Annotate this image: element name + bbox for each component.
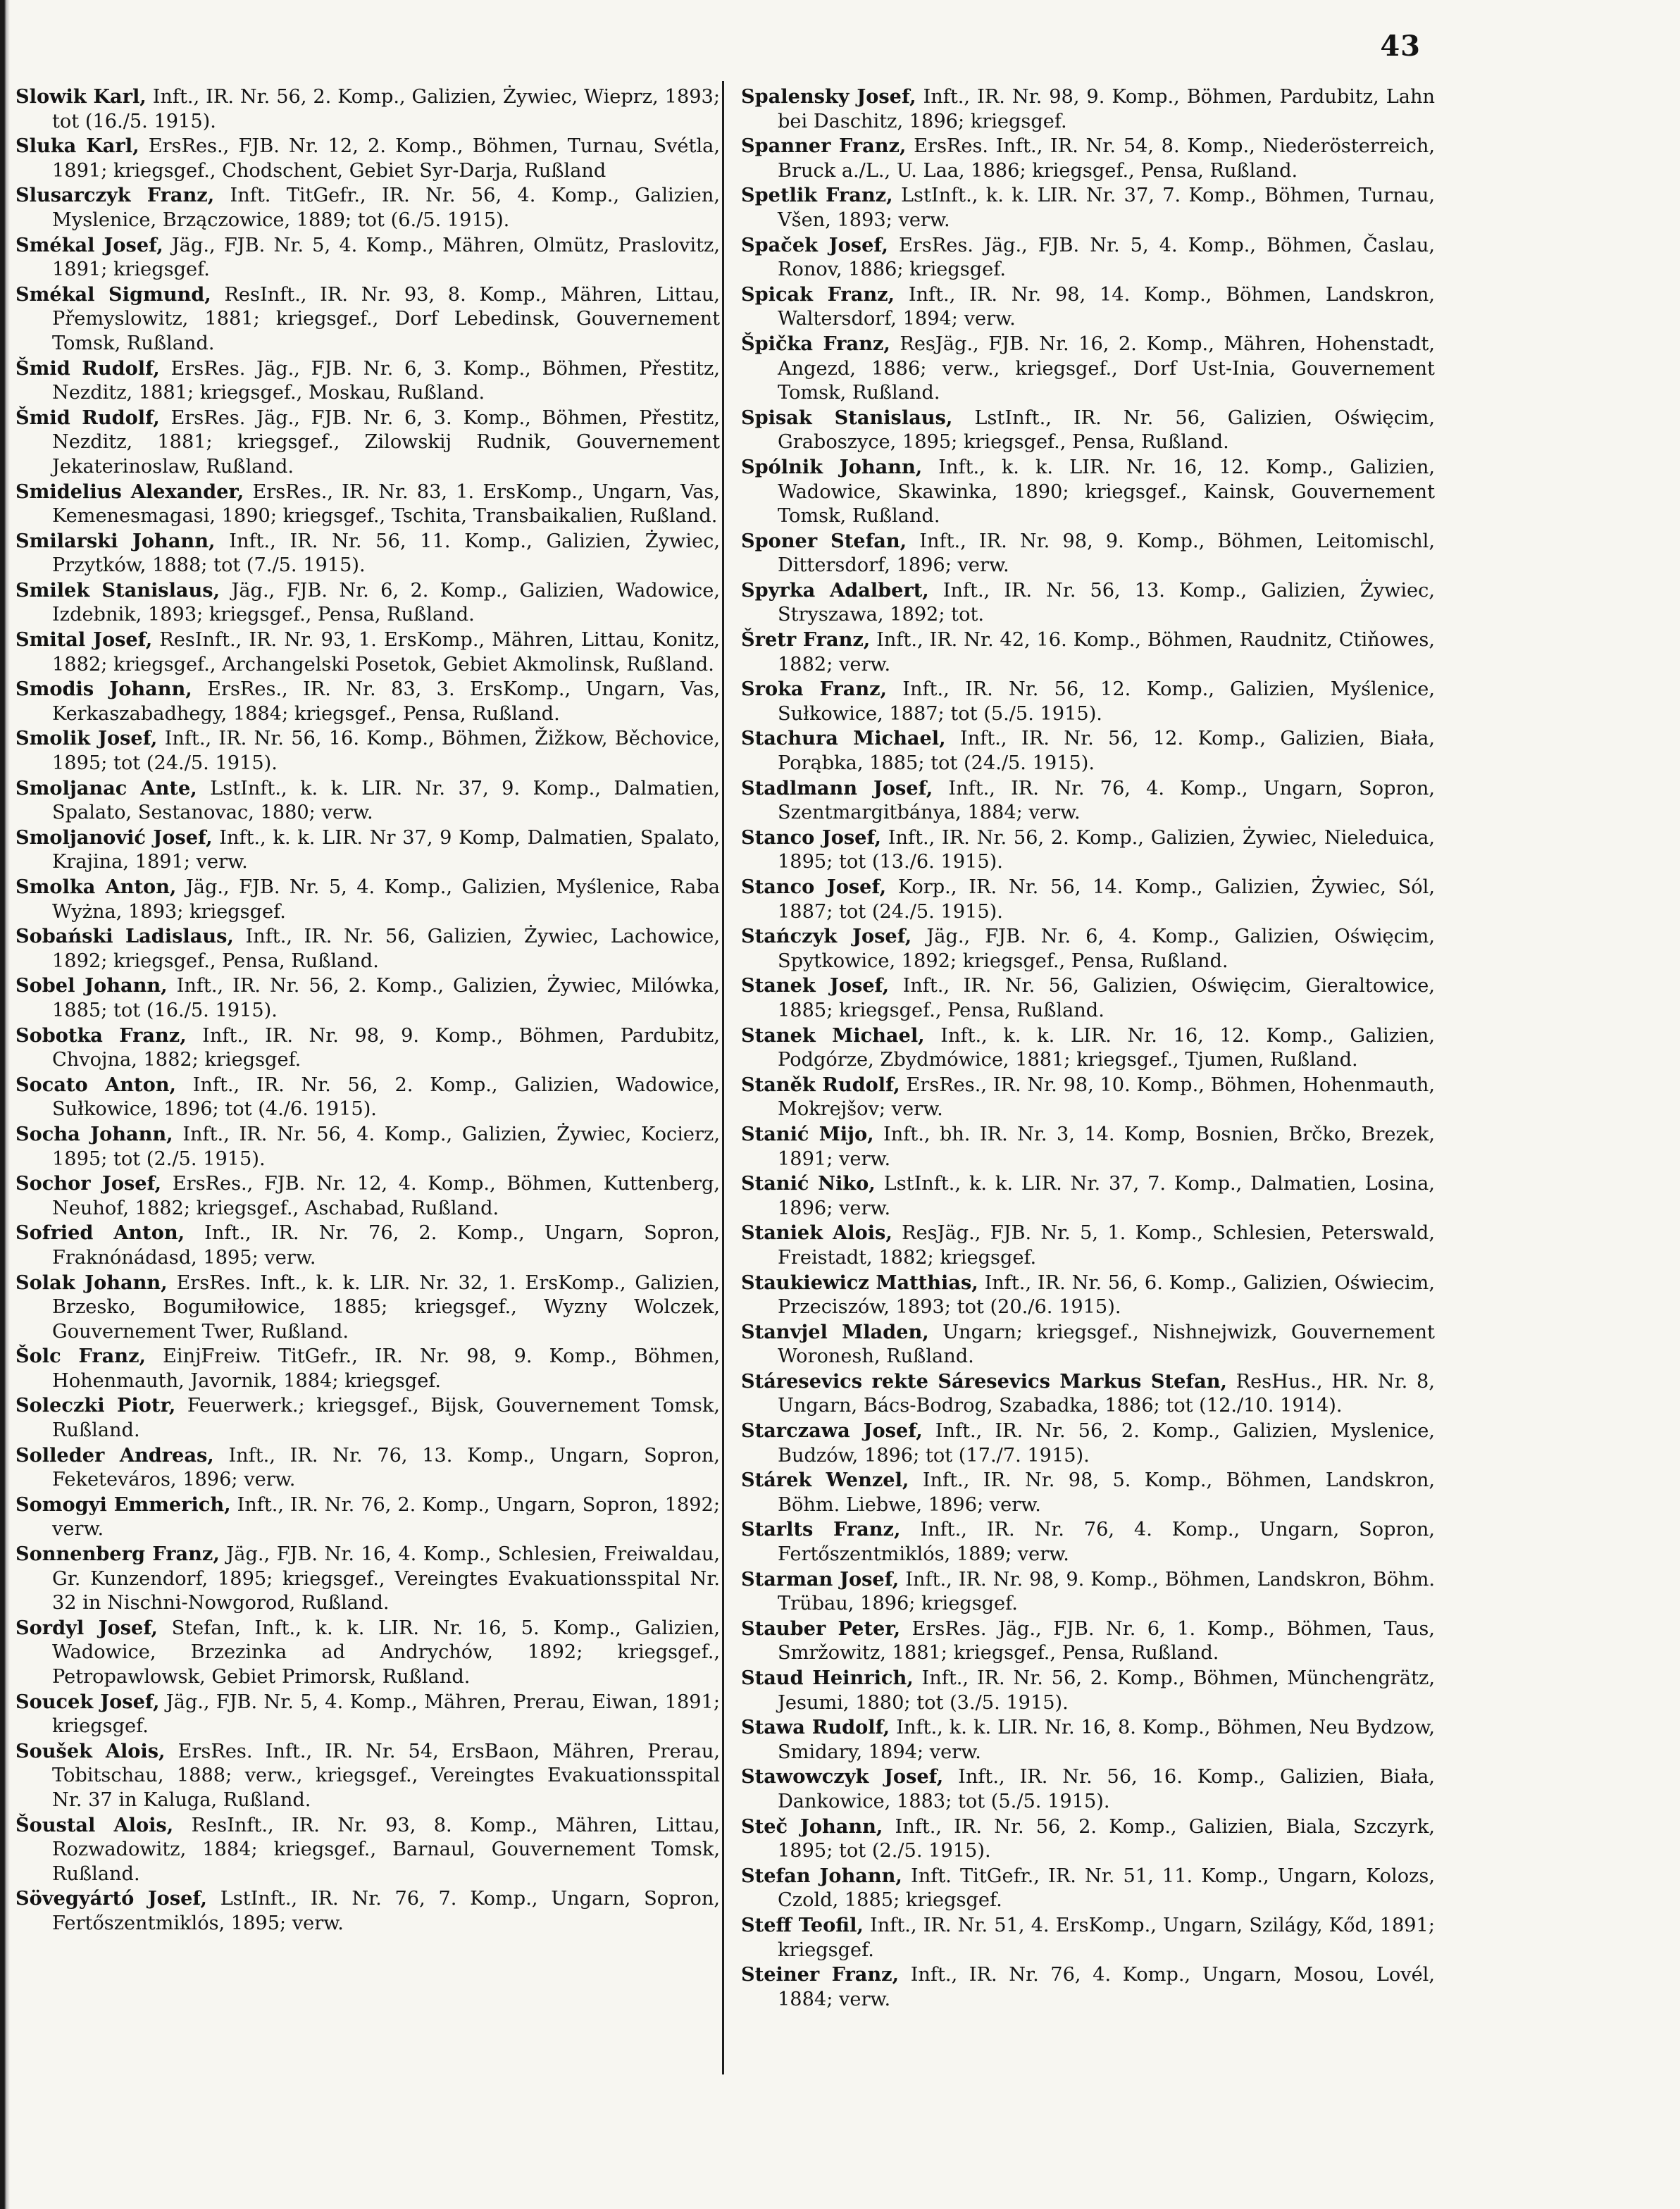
list-item bbox=[15, 406, 720, 480]
entry-details: ErsRes. Jäg., FJB. Nr. 5, 4. Komp., Böhmen, Časlau, Ronov, 1886; kriegsgef. bbox=[778, 234, 1435, 281]
entry-name: Smital Josef, bbox=[15, 628, 153, 652]
list-item bbox=[741, 1369, 1435, 1419]
entry-name: Stańczyk Josef, bbox=[741, 925, 912, 948]
entry-name: Stawowczyk Josef, bbox=[741, 1765, 944, 1788]
entry-details: Jäg., FJB. Nr. 6, 2. Komp., Galizien, Wadowice, Izdebnik, 1893; kriegsgef., Pensa, Rußland. bbox=[52, 579, 720, 626]
list-item bbox=[15, 1221, 720, 1270]
entry-details: Inft., IR. Nr. 56, 2. Komp., Galizien, Żywiec, Wieprz, 1893; tot (16./5. 1915). bbox=[52, 86, 720, 132]
list-item bbox=[741, 1171, 1435, 1221]
entry-name: Stanek Josef, bbox=[741, 974, 890, 997]
list-item bbox=[741, 875, 1435, 924]
list-item bbox=[15, 875, 720, 924]
list-item bbox=[741, 776, 1435, 826]
list-item bbox=[741, 973, 1435, 1023]
entry-details: Inft., k. k. LIR. Nr. 16, 12. Komp., Galizien, Podgórze, Zbydmówice, 1881; kriegsgef., Tjumen, Rußland. bbox=[778, 1024, 1435, 1071]
entry-name: Steff Teofil, bbox=[741, 1913, 864, 1936]
entry-name: Spyrka Adalbert, bbox=[741, 578, 929, 602]
list-item bbox=[741, 578, 1435, 628]
list-item bbox=[15, 1616, 720, 1690]
entry-details: LstInft., IR. Nr. 56, Galizien, Oświęcim, Graboszyce, 1895; kriegsgef., Pensa, Rußland. bbox=[778, 406, 1435, 454]
entry-name: Sonnenberg Franz, bbox=[15, 1543, 220, 1566]
list-item bbox=[15, 1073, 720, 1122]
entry-name: Spaček Josef, bbox=[741, 233, 888, 256]
list-item bbox=[741, 1468, 1435, 1517]
entry-name: Stanco Josef, bbox=[741, 876, 887, 898]
entry-name: Sochor Josef, bbox=[15, 1172, 162, 1195]
entry-details: Inft., IR. Nr. 98, 9. Komp., Böhmen, Landskron, Böhm. Trübau, 1896; kriegsgef. bbox=[778, 1568, 1435, 1615]
entry-details: Ungarn; kriegsgef., Nishnejwizk, Gouvernement Woronesh, Rußland. bbox=[778, 1321, 1435, 1368]
entry-name: Starlts Franz, bbox=[741, 1518, 901, 1541]
entry-name: Starczawa Josef, bbox=[741, 1419, 923, 1443]
list-item bbox=[741, 1864, 1435, 1913]
entry-details: Jäg., FJB. Nr. 6, 4. Komp., Galizien, Oświęcim, Spytkowice, 1892; kriegsgef., Pensa, Rußland. bbox=[778, 926, 1435, 972]
entry-name: Spanner Franz, bbox=[741, 135, 907, 158]
list-item bbox=[741, 1567, 1435, 1617]
entry-details: Inft., IR. Nr. 56, 2. Komp., Galizien, Żywiec, Milówka, 1885; tot (16./5. 1915). bbox=[52, 975, 720, 1021]
entry-name: Sponer Stefan, bbox=[741, 529, 907, 552]
entry-name: Steč Johann, bbox=[741, 1815, 883, 1838]
entry-details: Inft., IR. Nr. 76, 13. Komp., Ungarn, Sopron, Feketeváros, 1896; verw. bbox=[52, 1444, 721, 1491]
list-item bbox=[741, 1913, 1435, 1962]
list-item bbox=[741, 1765, 1435, 1814]
entry-name: Socha Johann, bbox=[15, 1122, 173, 1145]
entry-name: Stadlmann Josef, bbox=[741, 776, 933, 799]
entry-details: Inft., IR. Nr. 76, 4. Komp., Ungarn, Sopron, Szentmargitbánya, 1884; verw. bbox=[778, 777, 1435, 824]
list-item bbox=[741, 1617, 1435, 1666]
list-item bbox=[15, 1344, 720, 1393]
list-item bbox=[741, 1122, 1435, 1171]
entry-details: Inft., IR. Nr. 56, 12. Komp., Galizien, Myślenice, Sułkowice, 1887; tot (5./5. 1915). bbox=[778, 678, 1435, 725]
entry-name: Sövegyártó Josef, bbox=[15, 1887, 207, 1910]
entry-name: Soušek Alois, bbox=[15, 1739, 166, 1762]
entry-name: Smilek Stanislaus, bbox=[15, 578, 220, 602]
entry-name: Solleder Andreas, bbox=[15, 1443, 214, 1467]
list-item bbox=[15, 1443, 720, 1493]
entry-name: Smidelius Alexander, bbox=[15, 480, 244, 503]
entry-details: ErsRes., IR. Nr. 83, 3. ErsKomp., Ungarn, Vas, Kerkaszabadhegy, 1884; kriegsgef., Pensa, Rußland. bbox=[52, 678, 720, 725]
list-item bbox=[15, 1739, 720, 1813]
entry-details: ResInft., IR. Nr. 93, 8. Komp., Mähren, Littau, Rozwadowitz, 1884; kriegsgef., Barnaul, Gouvernement Tomsk, Rußland. bbox=[52, 1814, 720, 1885]
entry-name: Šmid Rudolf, bbox=[15, 356, 160, 380]
list-item bbox=[15, 1493, 720, 1542]
entry-details: Inft., IR. Nr. 98, 9. Komp., Böhmen, Leitomischl, Dittersdorf, 1896; verw. bbox=[778, 530, 1435, 577]
list-item bbox=[741, 233, 1435, 282]
entry-details: ErsRes. Inft., IR. Nr. 54, ErsBaon, Mähren, Prerau, Tobitschau, 1888; verw., kriegsgef., Vereingtes Evakuationsspital Nr. 37 in Kaluga, Rußland. bbox=[52, 1740, 720, 1811]
entry-name: Šretr Franz, bbox=[741, 628, 871, 652]
list-item bbox=[741, 406, 1435, 455]
entry-name: Stauber Peter, bbox=[741, 1617, 901, 1640]
entry-name: Solak Johann, bbox=[15, 1271, 168, 1294]
list-item bbox=[741, 1023, 1435, 1073]
entry-details: ResInft., IR. Nr. 93, 1. ErsKomp., Mähren, Littau, Konitz, 1882; kriegsgef., Archangelski Posetok, Gebiet Akmolinsk, Rußland. bbox=[52, 629, 720, 676]
entry-details: Jäg., FJB. Nr. 5, 4. Komp., Mähren, Olmütz, Praslovitz, 1891; kriegsgef. bbox=[52, 234, 720, 281]
entry-name: Šoustal Alois, bbox=[15, 1813, 174, 1836]
entry-details: ErsRes., IR. Nr. 98, 10. Komp., Böhmen, Hohenmauth, Mokrejšov; verw. bbox=[778, 1074, 1435, 1121]
entry-details: Inft., IR. Nr. 56, 2. Komp., Galizien, Wadowice, Sułkowice, 1896; tot (4./6. 1915). bbox=[52, 1074, 720, 1121]
list-item bbox=[15, 726, 720, 776]
entry-name: Sobotka Franz, bbox=[15, 1023, 187, 1047]
entry-details: Inft., IR. Nr. 98, 14. Komp., Böhmen, Landskron, Waltersdorf, 1894; verw. bbox=[778, 283, 1435, 330]
list-item bbox=[15, 628, 720, 677]
entry-details: Inft., IR. Nr. 56, 16. Komp., Böhmen, Žižkow, Běchovice, 1895; tot (24./5. 1915). bbox=[52, 728, 720, 775]
list-item bbox=[15, 480, 720, 529]
list-item bbox=[741, 628, 1435, 677]
list-item bbox=[741, 1320, 1435, 1369]
entry-details: Inft., IR. Nr. 76, 4. Komp., Ungarn, Sopron, Fertőszentmiklós, 1889; verw. bbox=[778, 1519, 1435, 1566]
entry-details: Inft., IR. Nr. 56, 16. Komp., Galizien, Biała, Dankowice, 1883; tot (5./5. 1915). bbox=[778, 1766, 1435, 1812]
entry-details: Inft., IR. Nr. 56, 4. Komp., Galizien, Żywiec, Kocierz, 1895; tot (2./5. 1915). bbox=[52, 1123, 720, 1170]
entry-name: Slusarczyk Franz, bbox=[15, 184, 215, 207]
entry-details: Inft., IR. Nr. 76, 4. Komp., Ungarn, Mosou, Lovél, 1884; verw. bbox=[778, 1964, 1435, 2010]
entry-name: Stanco Josef, bbox=[741, 826, 882, 849]
list-item bbox=[15, 1271, 720, 1345]
list-item bbox=[15, 1023, 720, 1073]
list-item bbox=[15, 924, 720, 973]
entry-details: ErsRes. Jäg., FJB. Nr. 6, 3. Komp., Böhmen, Přestitz, Nezditz, 1881; kriegsgef., Zilowskij Rudnik, Gouvernement Jekaterinoslaw, Rußland. bbox=[52, 406, 720, 478]
list-item bbox=[15, 85, 720, 134]
entry-details: ErsRes. Jäg., FJB. Nr. 6, 3. Komp., Böhmen, Přestitz, Nezditz, 1881; kriegsgef., Moskau, Rußland. bbox=[52, 357, 720, 404]
list-item bbox=[741, 183, 1435, 232]
entry-name: Smilarski Johann, bbox=[15, 529, 216, 552]
entry-details: Inft., IR. Nr. 56, 11. Komp., Galizien, Żywiec, Przytków, 1888; tot (7./5. 1915). bbox=[52, 530, 720, 577]
entry-details: Inft., IR. Nr. 56, 2. Komp., Galizien, Żywiec, Nieleduica, 1895; tot (13./6. 1915). bbox=[778, 826, 1435, 873]
entry-details: Inft., k. k. LIR. Nr. 16, 8. Komp., Böhmen, Neu Bydzow, Smidary, 1894; verw. bbox=[778, 1717, 1435, 1763]
entry-details: ErsRes., FJB. Nr. 12, 4. Komp., Böhmen, Kuttenberg, Neuhof, 1882; kriegsgef., Aschabad, Rußland. bbox=[52, 1173, 720, 1219]
entry-details: ResHus., HR. Nr. 8, Ungarn, Bács-Bodrog, Szabadka, 1886; tot (12./10. 1914). bbox=[778, 1370, 1435, 1417]
list-item bbox=[741, 1271, 1435, 1320]
list-item bbox=[15, 677, 720, 726]
entry-name: Soucek Josef, bbox=[15, 1690, 160, 1713]
entry-details: Jäg., FJB. Nr. 16, 4. Komp., Schlesien, Freiwaldau, Gr. Kunzendorf, 1895; kriegsgef., Vereingtes Evakuationsspital Nr. 32 in Nischni-Nowgorod, Rußland. bbox=[52, 1543, 720, 1614]
entry-details: Jäg., FJB. Nr. 5, 4. Komp., Mähren, Prerau, Eiwan, 1891; kriegsgef. bbox=[52, 1691, 720, 1738]
entry-details: Stefan, Inft., k. k. LIR. Nr. 16, 5. Komp., Galizien, Wadowice, Brzezinka ad Andrychów, 1892; kriegsgef., Petropawlowsk, Gebiet Primorsk, Rußland. bbox=[52, 1617, 720, 1688]
list-item bbox=[741, 1221, 1435, 1270]
page-number: 43 bbox=[1380, 30, 1421, 63]
entry-name: Stanić Mijo, bbox=[741, 1122, 874, 1145]
list-item bbox=[15, 1393, 720, 1443]
left-column bbox=[15, 85, 720, 1936]
entry-name: Soleczki Piotr, bbox=[15, 1394, 176, 1417]
entry-details: ErsRes., IR. Nr. 83, 1. ErsKomp., Ungarn, Vas, Kemenesmagasi, 1890; kriegsgef., Tschita, Transbaikalien, Rußland. bbox=[52, 480, 720, 528]
list-item bbox=[15, 356, 720, 406]
list-item bbox=[741, 1419, 1435, 1468]
right-column bbox=[741, 85, 1435, 2012]
entry-name: Smolik Josef, bbox=[15, 727, 158, 750]
entry-name: Sobański Ladislaus, bbox=[15, 925, 234, 948]
entry-details: Inft., IR. Nr. 98, 9. Komp., Böhmen, Pardubitz, Chvojna, 1882; kriegsgef. bbox=[52, 1024, 720, 1071]
entry-details: LstInft., IR. Nr. 76, 7. Komp., Ungarn, Sopron, Fertőszentmiklós, 1895; verw. bbox=[52, 1888, 720, 1934]
entry-name: Špička Franz, bbox=[741, 332, 890, 355]
entry-name: Stanić Niko, bbox=[741, 1172, 876, 1195]
list-item bbox=[741, 134, 1435, 183]
list-item bbox=[741, 924, 1435, 973]
entry-name: Stanvjel Mladen, bbox=[741, 1320, 929, 1343]
entry-name: Šolc Franz, bbox=[15, 1345, 146, 1368]
entry-details: Inft., IR. Nr. 98, 5. Komp., Böhmen, Landskron, Böhm. Liebwe, 1896; verw. bbox=[778, 1469, 1435, 1516]
list-item bbox=[741, 1962, 1435, 2012]
list-item bbox=[741, 282, 1435, 332]
entry-details: Jäg., FJB. Nr. 5, 4. Komp., Galizien, Myślenice, Raba Wyżna, 1893; kriegsgef. bbox=[52, 876, 720, 923]
column-divider bbox=[722, 81, 724, 2074]
entry-name: Socato Anton, bbox=[15, 1073, 176, 1096]
entry-name: Sofried Anton, bbox=[15, 1221, 185, 1245]
entry-details: LstInft., k. k. LIR. Nr. 37, 7. Komp., Dalmatien, Losina, 1896; verw. bbox=[778, 1173, 1435, 1219]
entry-name: Steiner Franz, bbox=[741, 1963, 900, 1986]
entry-details: ResInft., IR. Nr. 93, 8. Komp., Mähren, Littau, Přemyslowitz, 1881; kriegsgef., Dorf Lebedinsk, Gouvernement Tomsk, Rußland. bbox=[52, 283, 720, 354]
list-item bbox=[741, 1073, 1435, 1122]
list-item bbox=[741, 529, 1435, 578]
entry-name: Smékal Josef, bbox=[15, 233, 163, 256]
list-item bbox=[741, 455, 1435, 529]
entry-details: LstInft., k. k. LIR. Nr. 37, 9. Komp., Dalmatien, Spalato, Sestanovac, 1880; verw. bbox=[52, 777, 720, 824]
entry-details: Inft., IR. Nr. 56, 13. Komp., Galizien, Żywiec, Stryszawa, 1892; tot. bbox=[778, 579, 1436, 626]
entry-name: Stefan Johann, bbox=[741, 1864, 902, 1887]
entry-details: Inft., IR. Nr. 56, Galizien, Oświęcim, Gieraltowice, 1885; kriegsgef., Pensa, Rußland. bbox=[778, 975, 1435, 1021]
list-item bbox=[15, 183, 720, 232]
entry-details: Inft., IR. Nr. 56, 2. Komp., Galizien, Biala, Szczyrk, 1895; tot (2./5. 1915). bbox=[778, 1815, 1435, 1862]
list-item bbox=[741, 826, 1435, 875]
entry-details: ResJäg., FJB. Nr. 5, 1. Komp., Schlesien, Peterswald, Freistadt, 1882; kriegsgef. bbox=[778, 1222, 1435, 1269]
entry-details: Korp., IR. Nr. 56, 14. Komp., Galizien, Żywiec, Sól, 1887; tot (24./5. 1915). bbox=[778, 876, 1435, 923]
entry-name: Staukiewicz Matthias, bbox=[741, 1271, 978, 1294]
entry-name: Stáresevics rekte Sáresevics Markus Stefan, bbox=[741, 1369, 1227, 1393]
entry-name: Staniek Alois, bbox=[741, 1221, 892, 1245]
entry-name: Spalensky Josef, bbox=[741, 85, 916, 108]
entry-details: ErsRes. Jäg., FJB. Nr. 6, 1. Komp., Böhmen, Taus, Smržowitz, 1881; kriegsgef., Pensa, Rußland. bbox=[778, 1617, 1435, 1664]
entry-details: ErsRes. Inft., IR. Nr. 54, 8. Komp., Niederösterreich, Bruck a./L., U. Laa, 1886; kriegsgef., Pensa, Rußland. bbox=[778, 135, 1435, 182]
entry-details: Inft., IR. Nr. 56, 6. Komp., Galizien, Oświecim, Przeciszów, 1893; tot (20./6. 1915). bbox=[778, 1271, 1435, 1319]
entry-details: Inft., IR. Nr. 76, 2. Komp., Ungarn, Sopron, Fraknónádasd, 1895; verw. bbox=[52, 1222, 720, 1269]
list-item bbox=[741, 1666, 1435, 1715]
entry-details: Feuerwerk.; kriegsgef., Bijsk, Gouvernement Tomsk, Rußland. bbox=[52, 1395, 720, 1442]
entry-details: Inft., IR. Nr. 98, 9. Komp., Böhmen, Pardubitz, Lahn bei Daschitz, 1896; kriegsgef. bbox=[778, 86, 1435, 132]
entry-name: Sluka Karl, bbox=[15, 135, 139, 158]
list-item bbox=[15, 529, 720, 578]
entry-details: EinjFreiw. TitGefr., IR. Nr. 98, 9. Komp., Böhmen, Hohenmauth, Javornik, 1884; kriegsgef. bbox=[52, 1345, 720, 1392]
entry-name: Sobel Johann, bbox=[15, 974, 168, 997]
entry-name: Stachura Michael, bbox=[741, 727, 946, 750]
entry-name: Sroka Franz, bbox=[741, 678, 888, 701]
list-item bbox=[15, 134, 720, 183]
entry-details: ErsRes. Inft., k. k. LIR. Nr. 32, 1. ErsKomp., Galizien, Brzesko, Bogumiłowice, 1885; kriegsgef., Wyzny Wolczek, Gouvernement Twer, Rußland. bbox=[52, 1271, 720, 1343]
list-item bbox=[15, 233, 720, 282]
entry-name: Starman Josef, bbox=[741, 1567, 900, 1591]
entry-name: Smékal Sigmund, bbox=[15, 282, 211, 306]
entry-name: Somogyi Emmerich, bbox=[15, 1493, 231, 1516]
entry-name: Smodis Johann, bbox=[15, 678, 192, 701]
entry-details: Inft., IR. Nr. 51, 4. ErsKomp., Ungarn, Szilágy, Kőd, 1891; kriegsgef. bbox=[778, 1914, 1435, 1961]
entry-name: Stanek Michael, bbox=[741, 1023, 925, 1047]
entry-name: Stawa Rudolf, bbox=[741, 1716, 890, 1739]
list-item bbox=[15, 1690, 720, 1739]
entry-name: Spólnik Johann, bbox=[741, 455, 923, 478]
entry-name: Sordyl Josef, bbox=[15, 1616, 158, 1639]
list-item bbox=[741, 1715, 1435, 1765]
list-item bbox=[15, 1813, 720, 1887]
entry-details: Inft., k. k. LIR. Nr 37, 9 Komp, Dalmatien, Spalato, Krajina, 1891; verw. bbox=[52, 826, 720, 873]
entry-details: Inft. TitGefr., IR. Nr. 56, 4. Komp., Galizien, Myslenice, Brzączowice, 1889; tot (6./5. 1915). bbox=[52, 185, 720, 231]
list-item bbox=[741, 1815, 1435, 1864]
list-item bbox=[15, 776, 720, 826]
list-item bbox=[15, 973, 720, 1023]
entry-details: Inft., IR. Nr. 76, 2. Komp., Ungarn, Sopron, 1892; verw. bbox=[52, 1493, 720, 1541]
entry-details: ResJäg., FJB. Nr. 16, 2. Komp., Mähren, Hohenstadt, Angezd, 1886; verw., kriegsgef., Dorf Ust-Inia, Gouvernement Tomsk, Rußland. bbox=[778, 332, 1435, 404]
entry-details: Inft., IR. Nr. 42, 16. Komp., Böhmen, Raudnitz, Ctiňowes, 1882; verw. bbox=[778, 629, 1435, 676]
entry-name: Smoljanac Ante, bbox=[15, 776, 197, 799]
list-item bbox=[741, 726, 1435, 776]
entry-details: ErsRes., FJB. Nr. 12, 2. Komp., Böhmen, Turnau, Svétla, 1891; kriegsgef., Chodschent, Gebiet Syr-Darja, Rußland bbox=[52, 135, 720, 182]
entry-details: Inft., IR. Nr. 56, 12. Komp., Galizien, Biała, Porąbka, 1885; tot (24./5. 1915). bbox=[778, 728, 1435, 775]
list-item bbox=[15, 1171, 720, 1221]
list-item bbox=[741, 1517, 1435, 1567]
list-item bbox=[741, 677, 1435, 726]
entry-name: Šmid Rudolf, bbox=[15, 406, 160, 429]
entry-details: Inft., IR. Nr. 56, Galizien, Żywiec, Lachowice, 1892; kriegsgef., Pensa, Rußland. bbox=[52, 926, 720, 972]
entry-details: Inft., IR. Nr. 56, 2. Komp., Böhmen, Münchengrätz, Jesumi, 1880; tot (3./5. 1915). bbox=[778, 1667, 1435, 1714]
entry-details: Inft., bh. IR. Nr. 3, 14. Komp, Bosnien, Brčko, Brezek, 1891; verw. bbox=[778, 1123, 1435, 1170]
entry-name: Spisak Stanislaus, bbox=[741, 406, 953, 429]
list-item bbox=[741, 332, 1435, 406]
entry-name: Slowik Karl, bbox=[15, 85, 147, 108]
list-item bbox=[15, 282, 720, 356]
list-item bbox=[15, 578, 720, 628]
entry-name: Smolka Anton, bbox=[15, 876, 177, 898]
entry-details: Inft. TitGefr., IR. Nr. 51, 11. Komp., Ungarn, Kolozs, Czold, 1885; kriegsgef. bbox=[778, 1865, 1435, 1912]
list-item bbox=[15, 1886, 720, 1936]
list-item bbox=[15, 1122, 720, 1171]
list-item bbox=[741, 85, 1435, 134]
entry-name: Staněk Rudolf, bbox=[741, 1073, 900, 1096]
entry-details: Inft., IR. Nr. 56, 2. Komp., Galizien, Myslenice, Budzów, 1896; tot (17./7. 1915). bbox=[778, 1420, 1435, 1467]
entry-details: Inft., k. k. LIR. Nr. 16, 12. Komp., Galizien, Wadowice, Skawinka, 1890; kriegsgef., Kainsk, Gouvernement Tomsk, Rußland. bbox=[778, 456, 1435, 528]
entry-name: Stárek Wenzel, bbox=[741, 1469, 909, 1492]
entry-name: Smoljanović Josef, bbox=[15, 826, 213, 849]
list-item bbox=[15, 1542, 720, 1616]
entry-name: Spetlik Franz, bbox=[741, 184, 893, 207]
page-binding-edge bbox=[0, 0, 10, 2209]
list-item bbox=[15, 826, 720, 875]
entry-name: Spicak Franz, bbox=[741, 282, 895, 306]
entry-details: LstInft., k. k. LIR. Nr. 37, 7. Komp., Böhmen, Turnau, Všen, 1893; verw. bbox=[778, 185, 1435, 231]
entry-name: Staud Heinrich, bbox=[741, 1667, 914, 1689]
